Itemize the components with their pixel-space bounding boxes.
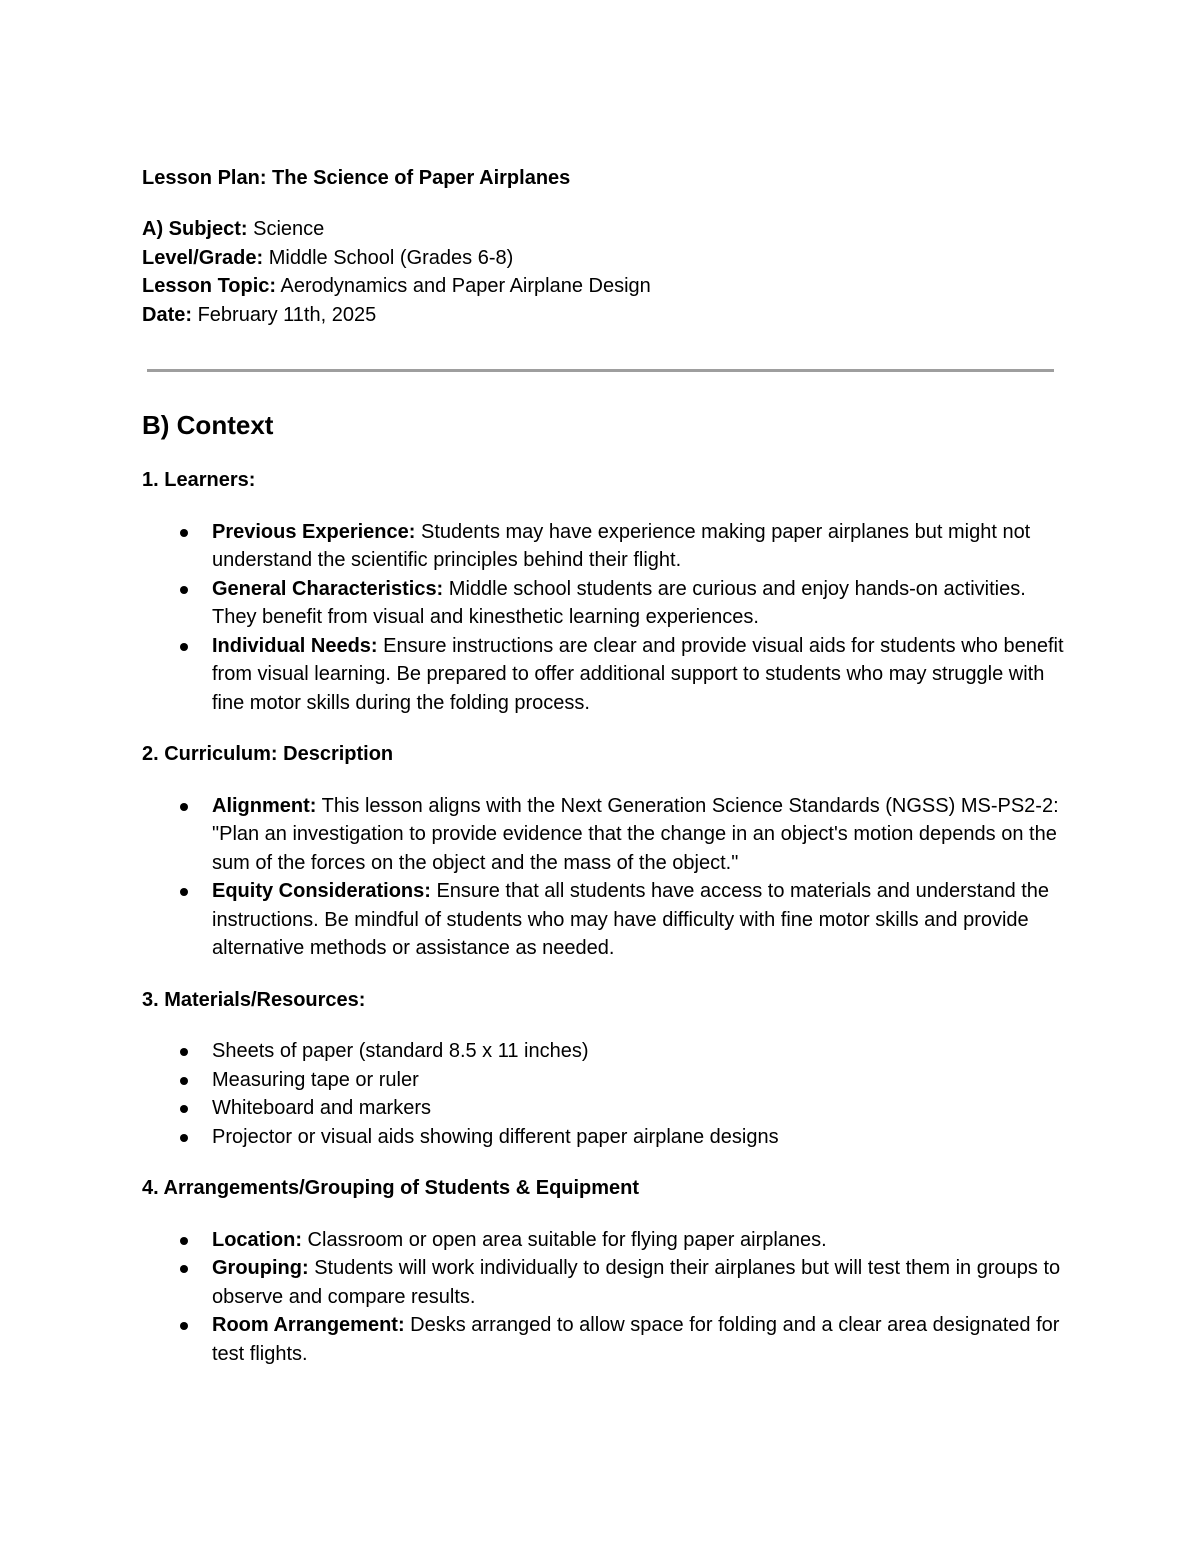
list-item	[212, 632, 1072, 718]
list-item	[212, 1066, 1072, 1095]
subheading-arrangements: 4. Arrangements/Grouping of Students & Equipment	[142, 1177, 640, 1199]
item-text: Ensure that all students have access to materials and understand the instructions. Be mindful of students who may have difficulty with fine motor skills and provide alternative methods or assistance as needed.	[212, 880, 1050, 959]
list-item	[212, 792, 1072, 878]
list-item	[212, 1226, 1072, 1255]
materials-list	[142, 1037, 1072, 1151]
meta-label: Level/Grade:	[142, 246, 264, 269]
meta-label: Lesson Topic:	[142, 275, 277, 297]
meta-date	[142, 301, 1072, 330]
list-item	[212, 575, 1072, 632]
bullet-icon	[180, 1134, 188, 1142]
item-text: Desks arranged to allow space for folding and a clear area designated for test flights.	[212, 1314, 1060, 1365]
horizontal-divider	[147, 369, 1054, 372]
list-item	[212, 1254, 1072, 1311]
item-text: Middle school students are curious and enjoy hands-on activities. They benefit from visual and kinesthetic learning experiences.	[212, 577, 1026, 628]
list-item	[212, 1311, 1072, 1368]
meta-value: February 11th, 2025	[192, 303, 377, 326]
meta-label: Date:	[142, 303, 193, 326]
context-body	[142, 466, 1072, 1391]
item-text: Students will work individually to design their airplanes but will test them in groups to observe and compare results.	[212, 1257, 1061, 1308]
bullet-icon	[180, 888, 188, 896]
subheading-materials: 3. Materials/Resources:	[142, 988, 366, 1011]
item-label: Individual Needs:	[212, 634, 378, 657]
subheading-curriculum: 2. Curriculum: Description	[142, 743, 394, 765]
item-label: Room Arrangement:	[212, 1314, 405, 1336]
meta-value: Science	[247, 218, 325, 240]
meta-value: Middle School (Grades 6-8)	[263, 246, 514, 269]
learners-list	[142, 518, 1072, 718]
bullet-icon	[180, 529, 188, 537]
bullet-icon	[180, 1105, 188, 1113]
subheading-learners: 1. Learners:	[142, 469, 256, 491]
item-text: This lesson aligns with the Next Generation Science Standards (NGSS) MS-PS2-2: "Plan an investigation to provide evidence that the change in an object's motion depends on the sum of the forces on the object and the mass of the object."	[212, 794, 1059, 874]
meta-value: Aerodynamics and Paper Airplane Design	[276, 275, 651, 297]
list-item	[212, 877, 1072, 963]
arrangements-list	[142, 1226, 1072, 1369]
document-title: Lesson Plan: The Science of Paper Airplanes	[142, 167, 571, 189]
bullet-icon	[180, 1265, 188, 1273]
list-item	[212, 518, 1072, 575]
item-label: Grouping:	[212, 1257, 309, 1279]
bullet-icon	[180, 1322, 188, 1330]
item-text: Classroom or open area suitable for flying paper airplanes.	[302, 1228, 827, 1251]
item-text: Projector or visual aids showing different paper airplane designs	[212, 1125, 779, 1148]
meta-lesson-topic	[142, 272, 1072, 301]
item-text: Ensure instructions are clear and provide visual aids for students who benefit from visual learning. Be prepared to offer additional support to students who may struggle with fine motor skills during the folding process.	[212, 634, 1064, 714]
meta-level-grade	[142, 244, 1072, 273]
meta-subject	[142, 215, 1072, 244]
bullet-icon	[180, 1077, 188, 1085]
bullet-icon	[180, 1237, 188, 1245]
item-text: Sheets of paper (standard 8.5 x 11 inches)	[212, 1040, 589, 1062]
header-block	[142, 164, 1072, 329]
section-heading-context: B) Context	[142, 410, 274, 440]
bullet-icon	[180, 643, 188, 651]
bullet-icon	[180, 803, 188, 811]
item-label: Location:	[212, 1228, 302, 1251]
item-label: Previous Experience:	[212, 520, 416, 543]
item-text: Whiteboard and markers	[212, 1097, 431, 1119]
item-label: General Characteristics:	[212, 577, 444, 600]
meta-label: A) Subject:	[142, 218, 248, 240]
bullet-icon	[180, 586, 188, 594]
list-item	[212, 1094, 1072, 1123]
item-label: Equity Considerations:	[212, 880, 431, 902]
item-label: Alignment:	[212, 794, 317, 817]
list-item	[212, 1123, 1072, 1152]
bullet-icon	[180, 1048, 188, 1056]
curriculum-list	[142, 792, 1072, 963]
item-text: Measuring tape or ruler	[212, 1068, 419, 1091]
list-item	[212, 1037, 1072, 1066]
item-text: Students may have experience making paper airplanes but might not understand the scientific principles behind their flight.	[212, 520, 1031, 571]
